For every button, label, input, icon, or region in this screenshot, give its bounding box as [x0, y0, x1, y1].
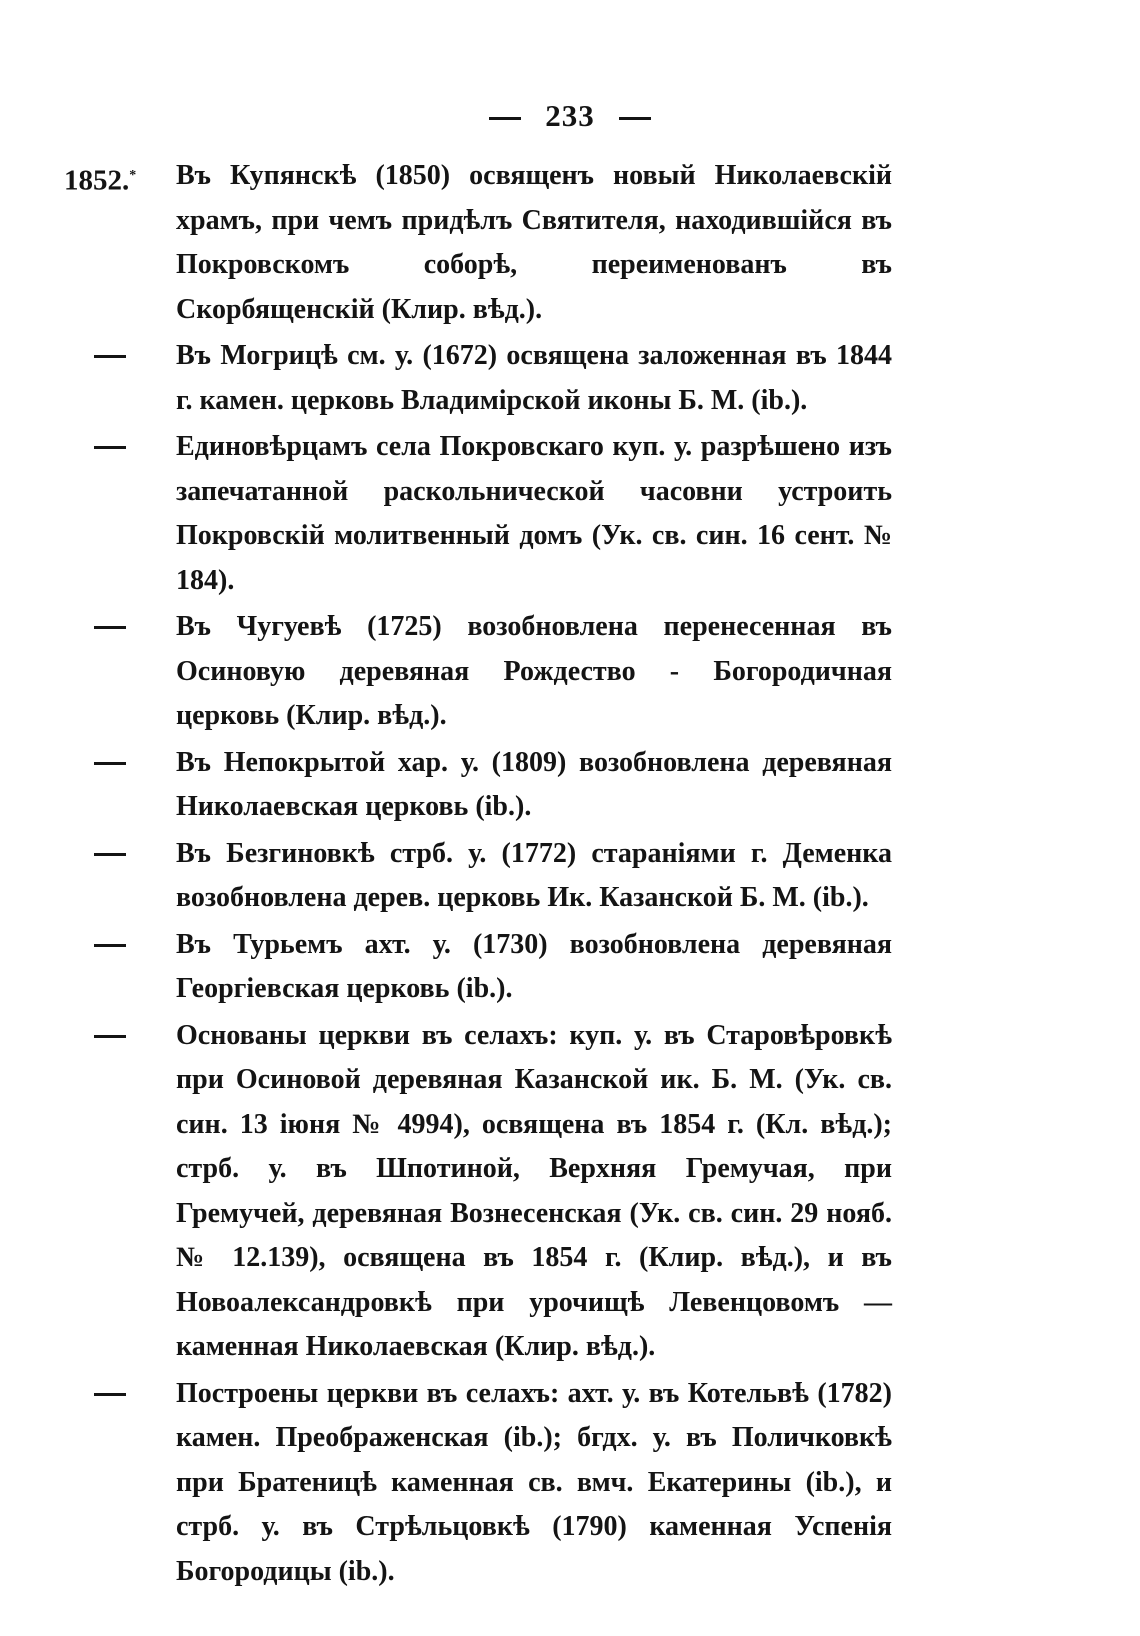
- entry-chuguev: [0, 605, 1140, 739]
- entry-postroeny: [0, 1372, 1140, 1595]
- dash-marker: [94, 1393, 126, 1396]
- page-header: [0, 96, 1140, 136]
- entry-mogrica: [0, 334, 1140, 423]
- header-dash-right: [619, 117, 651, 120]
- entry-text: Въ Чугуевѣ (1725) возобновлена перенесенная въ Осиновую деревяная Рождество - Богородичная церковь (Клир. вѣд.).: [176, 611, 892, 731]
- year-label: 1852.: [64, 164, 130, 197]
- entry-text: Единовѣрцамъ села Покровскаго куп. у. разрѣшено изъ запечатанной раскольнической часовни устроить Покровскій молитвенный домъ (Ук. св. син. 16 сент. № 184).: [176, 431, 892, 596]
- entry-text: Въ Купянскѣ (1850) освященъ новый Николаевскій храмъ, при чемъ придѣлъ Святителя, находившійся въ Покровскомъ соборѣ, переименованъ въ Скорбященскій (Клир. вѣд.).: [176, 160, 892, 325]
- entry-text: Въ Могрицѣ см. у. (1672) освящена заложенная въ 1844 г. камен. церковь Владимірской иконы Б. М. (ib.).: [176, 340, 892, 416]
- entry-osnovany: [0, 1014, 1140, 1370]
- chronicle-entries: [0, 154, 1140, 1596]
- header-dash-left: [489, 117, 521, 120]
- entry-edinovertsy: [0, 425, 1140, 603]
- dash-marker: [94, 626, 126, 629]
- year-footnote-mark: *: [129, 168, 137, 183]
- dash-marker: [94, 853, 126, 856]
- dash-marker: [94, 944, 126, 947]
- entry-turye: [0, 923, 1140, 1012]
- entry-bezginovka: [0, 832, 1140, 921]
- entry-1852: [0, 154, 1140, 332]
- entry-text: Въ Непокрытой хар. у. (1809) возобновлена деревяная Николаевская церковь (ib.).: [176, 746, 892, 822]
- year-marker: [64, 154, 174, 203]
- entry-text: Въ Турьемъ ахт. у. (1730) возобновлена деревяная Георгіевская церковь (ib.).: [176, 928, 892, 1004]
- entry-text: Основаны церкви въ селахъ: куп. у. въ Старовѣровкѣ при Осиновой деревяная Казанской ик. Б. М. (Ук. св. син. 13 іюня № 4994), освящена въ 1854 г. (Кл. вѣд.); стрб. у. въ Шпотиной, Верхняя Гремучая, при Гремучей, деревяная Вознесенская (Ук. св. син. 29 нояб. № 12.139), освящена въ 1854 г. (Клир. вѣд.), и въ Новоалександровкѣ при урочищѣ Левенцовомъ — каменная Николаевская (Клир. вѣд.).: [176, 1019, 892, 1362]
- dash-marker: [94, 1035, 126, 1038]
- entry-text: Построены церкви въ селахъ: ахт. у. въ Котельвѣ (1782) камен. Преображенская (ib.); бгдх. у. въ Поличковкѣ при Братеницѣ каменная св. вмч. Екатерины (ib.), и стрб. у. въ Стрѣльцовкѣ (1790) каменная Успенія Богородицы (ib.).: [176, 1377, 892, 1587]
- dash-marker: [94, 446, 126, 449]
- entry-nepokrytaya: [0, 741, 1140, 830]
- dash-marker: [94, 355, 126, 358]
- entry-text: Въ Безгиновкѣ стрб. у. (1772) стараніями г. Деменка возобновлена дерев. церковь Ик. Казанской Б. М. (ib.).: [176, 837, 892, 913]
- page-number: 233: [545, 98, 595, 133]
- dash-marker: [94, 762, 126, 765]
